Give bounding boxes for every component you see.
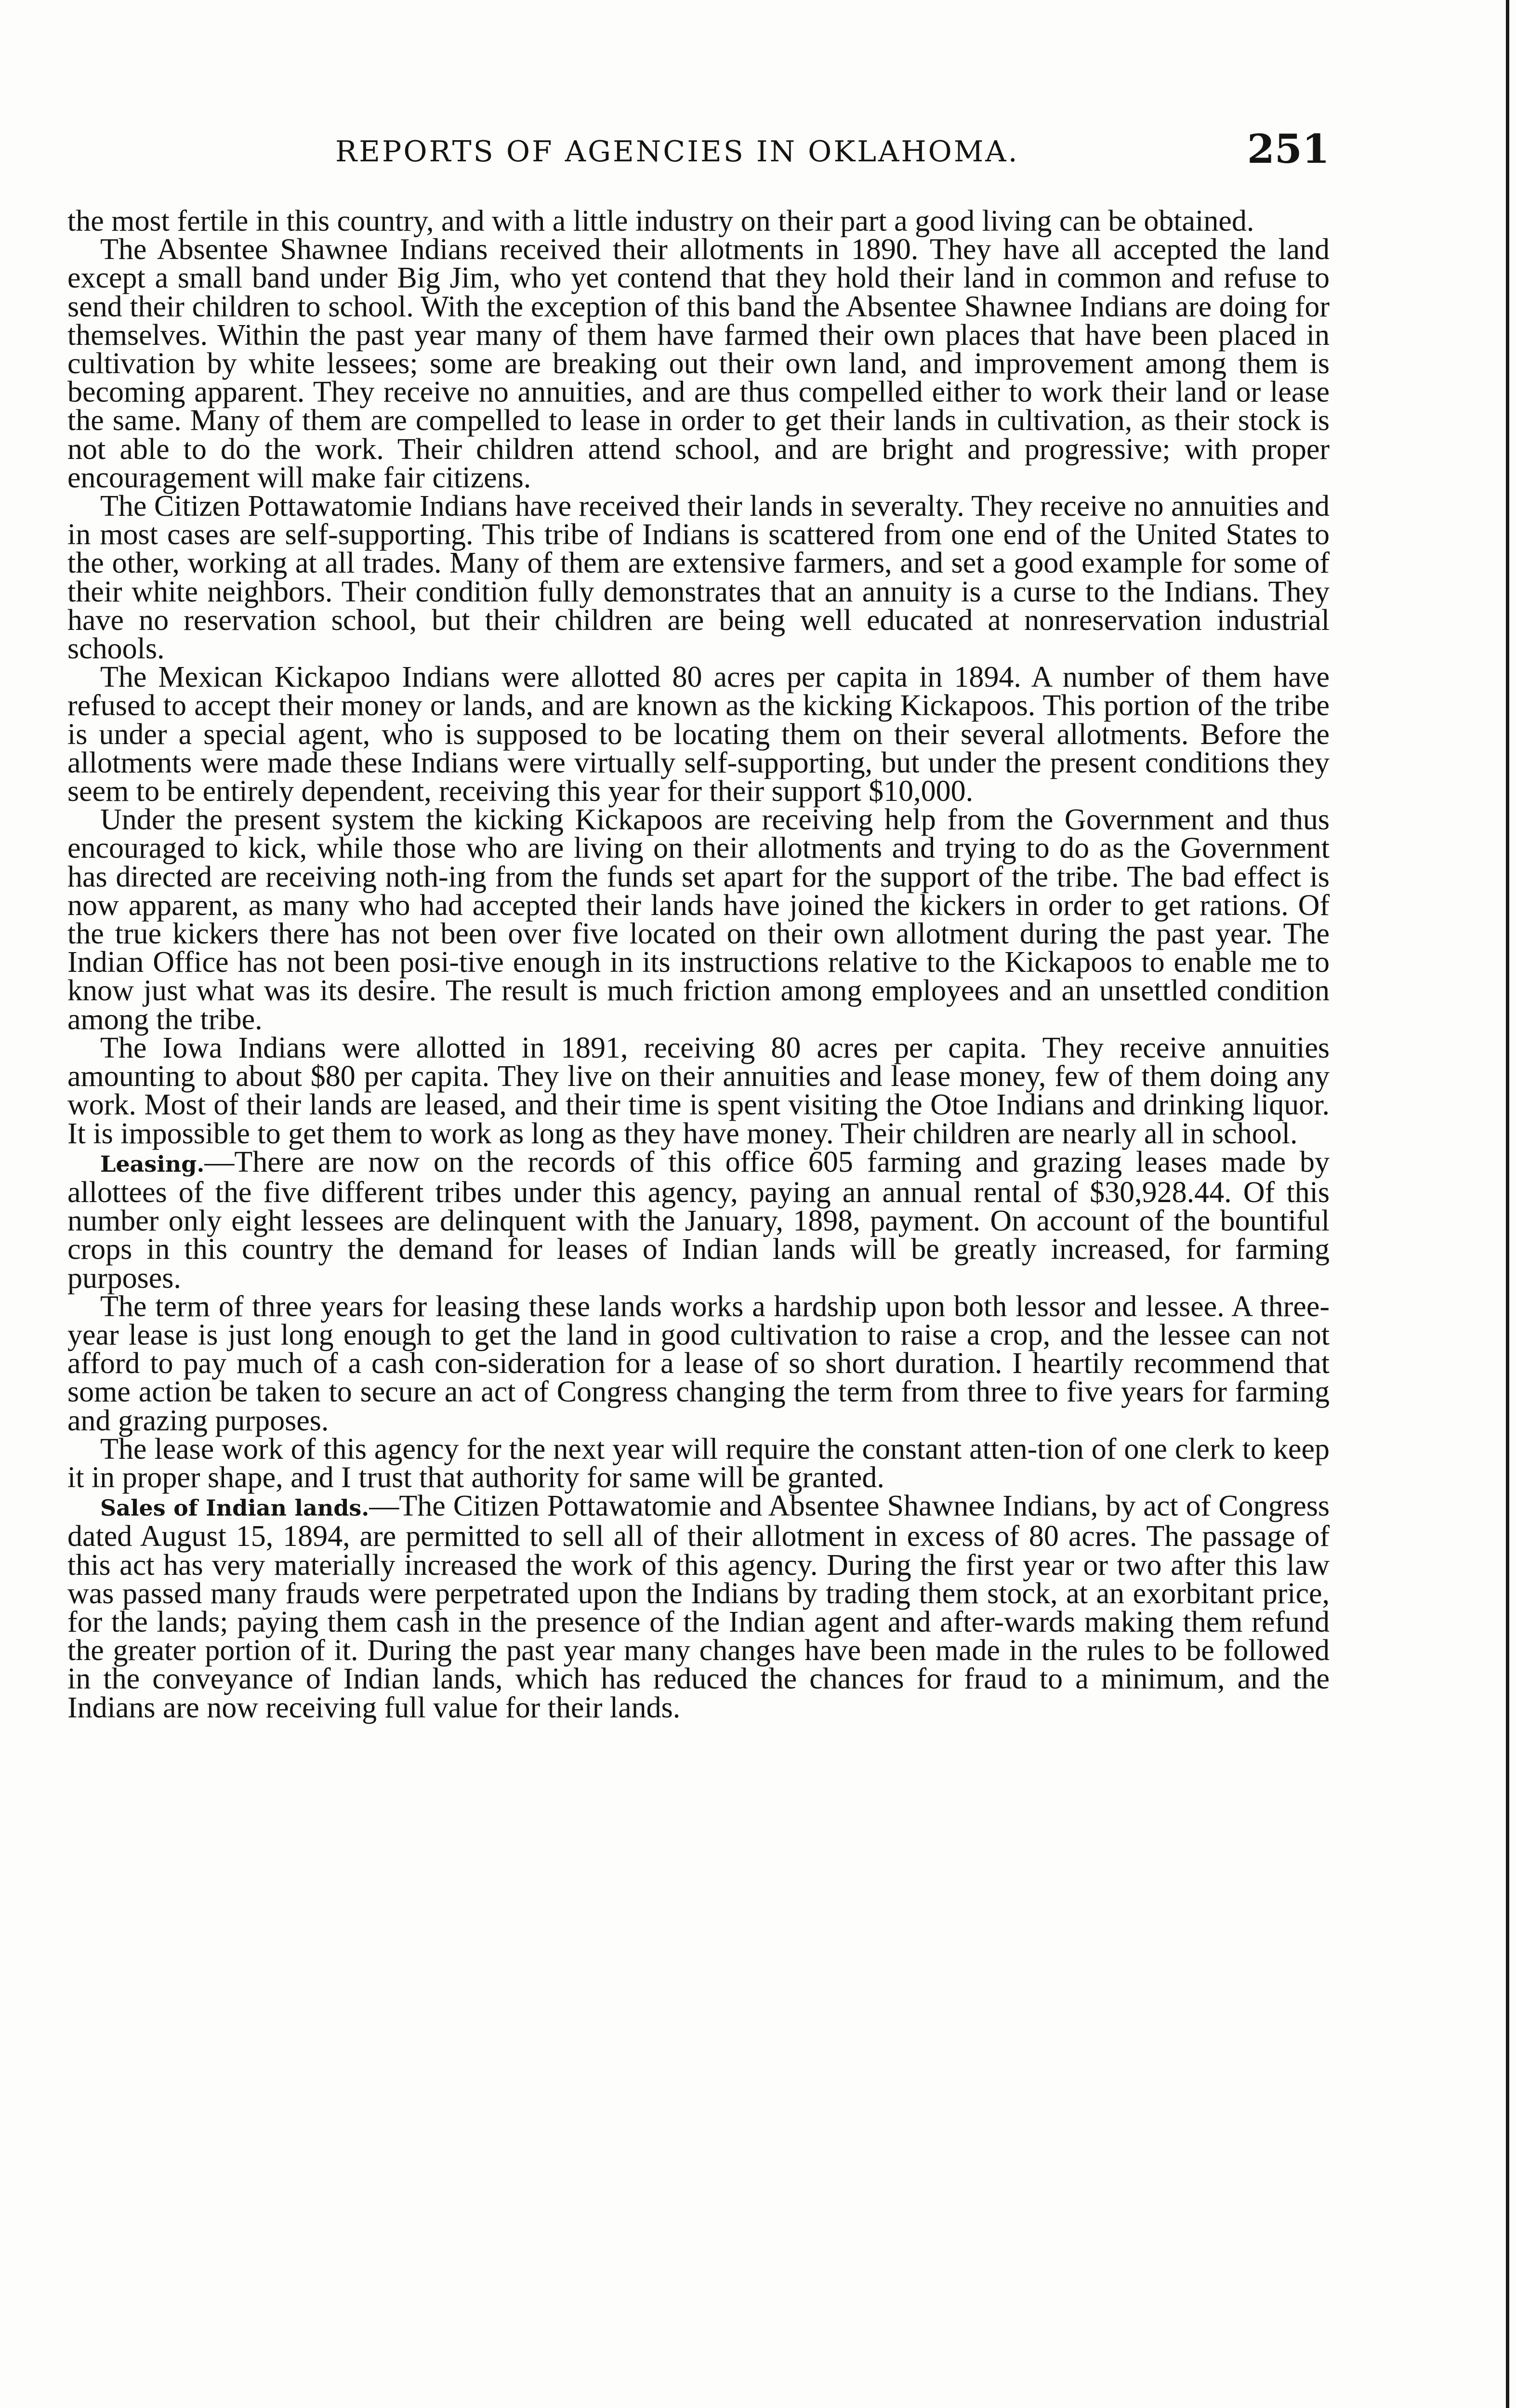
paragraph-text: —The Citizen Pottawatomie and Absentee Shawnee Indians, by act of Congress dated August 15, 1894, are permitted to sell all of their allotment in excess of 80 acres. The passage of this act has very materially increased the work of this agency. During the first year or two after this law was passed many frauds were perpetrated upon the Indians by trading them stock, at an exorbitant price, for the lands; paying them cash in the presence of the Indian agent and after-wards making them refund the greater portion of it. During the past year many changes have been made in the rules to be followed in the conveyance of Indian lands, which has reduced the chances for fraud to a minimum, and the Indians are now receiving full value for their lands. [67,1490,1330,1724]
page-number: 251 [1247,126,1330,172]
paragraph-text: The Absentee Shawnee Indians received their allotments in 1890. They have all accepted the land except a small band under Big Jim, who yet contend that they hold their land in common and refuse to send their children to school. With the exception of this band the Absentee Shawnee Indians are doing for themselves. Within the past year many of them have farmed their own places that have been placed in cultivation by white lessees; some are breaking out their own land, and improvement among them is becoming apparent. They receive no annuities, and are thus compelled either to work their land or lease the same. Many of them are compelled to lease in order to get their lands in cultivation, as their stock is not able to do the work. Their children attend school, and are bright and progressive; with proper encouragement will make fair citizens. [67,233,1330,494]
paragraph-text: The Mexican Kickapoo Indians were allotted 80 acres per capita in 1894. A number of them have refused to accept their money or lands, and are known as the kicking Kickapoos. This portion of the tribe is under a special agent, who is supposed to be locating them on their several allotments. Before the allotments were made these Indians were virtually self-supporting, but under the present conditions they seem to be entirely dependent, receiving this year for their support $10,000. [67,661,1330,808]
paragraph-citizen-pottawatomie [67,490,1330,666]
paragraph-kicking-kickapoos [67,803,1330,1036]
paragraph-fertile-land [67,207,1330,236]
paragraph-text: The lease work of this agency for the next year will require the constant atten-tion of one clerk to keep it in proper shape, and I trust that authority for same will be granted. [67,1432,1330,1494]
paragraph-text: —There are now on the records of this office 605 farming and grazing leases made by allottees of the five different tribes under this agency, paying an annual rental of $30,928.44. Of this number only eight lessees are delinquent with the January, 1898, payment. On account of the bountiful crops in this country the demand for leases of Indian lands will be greatly increased, for farming purposes. [67,1145,1330,1295]
paragraph-text: the most fertile in this country, and with a little industry on their part a good living can be obtained. [67,205,1254,237]
report-body [67,207,1330,2360]
paragraph-lease-term [67,1290,1330,1437]
section-heading-sales: Sales of Indian lands. [100,1495,369,1521]
running-title: REPORTS OF AGENCIES IN OKLAHOMA. [335,135,1019,169]
paragraph-mexican-kickapoo [67,663,1330,806]
paragraph-iowa-indians [67,1031,1330,1150]
paragraph-absentee-shawnee [67,233,1330,494]
paragraph-text: The Iowa Indians were allotted in 1891, receiving 80 acres per capita. They receive annuities amounting to about $80 per capita. They live on their annuities and lease money, few of them doing any work. Most of their lands are leased, and their time is spent visiting the Otoe Indians and drinking liquor. It is impossible to get them to work as long as they have money. Their children are nearly all in school. [67,1031,1330,1150]
section-heading-leasing: Leasing. [100,1151,205,1177]
paragraph-text: The term of three years for leasing these lands works a hardship upon both lessor and lessee. A three-year lease is just long enough to get the land in good cultivation to raise a crop, and the lessee can not afford to pay much of a cash con-sideration for a lease of so short duration. I heartily recommend that some action be taken to secure an act of Congress changing the term from three to five years for farming and grazing purposes. [67,1290,1330,1437]
page-edge-rule [1506,0,1509,2408]
page-header [67,126,1330,179]
paragraph-lease-work [67,1432,1330,1494]
paragraph-text: Under the present system the kicking Kickapoos are receiving help from the Government and thus encouraged to kick, while those who are living on their allotments and trying to do as the Government has directed are receiving noth-ing from the funds set apart for the support of the tribe. The bad effect is now apparent, as many who had accepted their lands have joined the kickers in order to get rations. Of the true kickers there has not been over five located on their own allotment during the past year. The Indian Office has not been posi-tive enough in its instructions relative to the Kickapoos to enable me to know just what was its desire. The result is much friction among employees and an unsettled condition among the tribe. [67,803,1330,1036]
paragraph-sales-of-lands [67,1492,1330,1722]
paragraph-text: The Citizen Pottawatomie Indians have received their lands in severalty. They receive no annuities and in most cases are self-supporting. This tribe of Indians is scattered from one end of the United States to the other, working at all trades. Many of them are extensive farmers, and set a good example for some of their white neighbors. Their condition fully demonstrates that an annuity is a curse to the Indians. They have no reservation school, but their children are being well educated at nonreservation industrial schools. [67,490,1330,666]
paragraph-leasing [67,1145,1330,1295]
